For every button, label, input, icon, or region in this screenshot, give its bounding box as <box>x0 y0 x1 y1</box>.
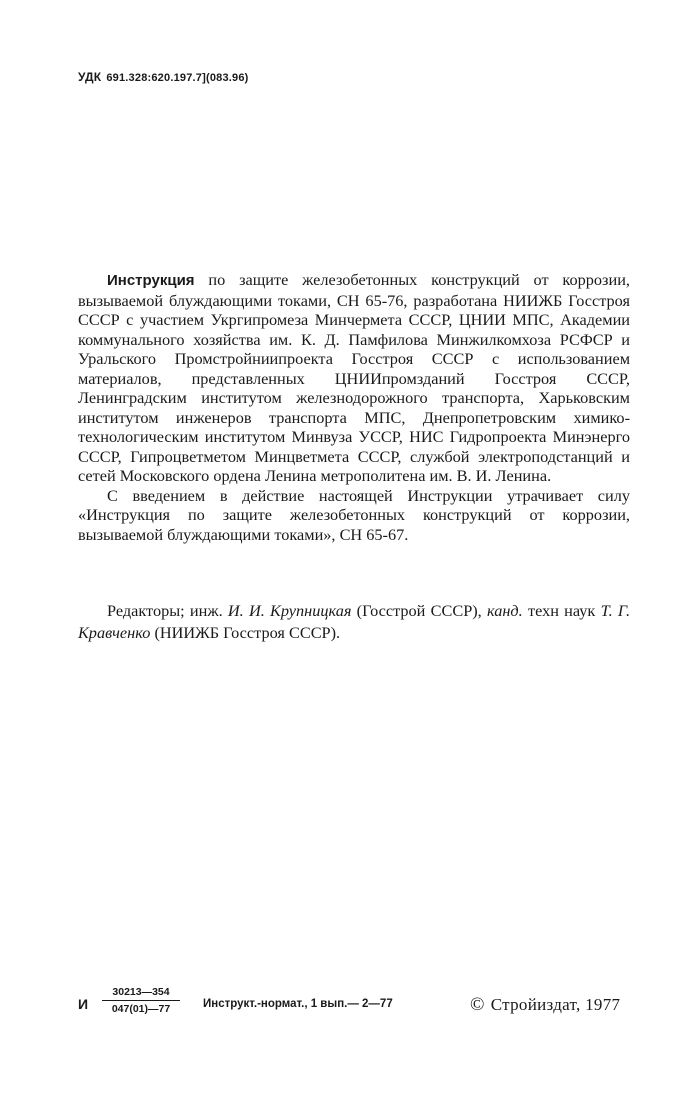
imprint-line <box>78 984 638 1024</box>
editor-2-name: Т. Г. Кравченко <box>78 601 631 642</box>
imprint-publisher-name: Стройиздат, 1977 <box>490 995 621 1014</box>
imprint-series: Инструкт.-нормат., 1 вып.— 2—77 <box>203 998 393 1010</box>
annotation-paragraph-2: С введением в действие настоящей Инструкции утрачивает силу «Инструкция по защите железобетонных конструкций от коррозии, вызываемой блуждающими токами», СН 65-67. <box>78 485 630 544</box>
udk-label: УДК <box>78 70 102 84</box>
annotation-paragraph-1-text: по защите железобетонных конструкций от коррозии, вызываемой блуждающими токами, СН 65-76, разработана НИИЖБ Госстроя СССР с участием Укргипромеза Минчермета СССР, ЦНИИ МПС, Академии коммунального хозяйства им. К. Д. Памфилова Минжилкомхоза РСФСР и Уральского Промстройниипроекта Госстроя СССР с использованием материалов, представленных ЦНИИпромзданий Госстроя СССР, Ленинградским институтом железнодорожного транспорта, Харьковским институтом инженеров транспорта МПС, Днепропетровским химико-технологическим институтом Минвуза УССР, НИС Гидропроекта Минэнерго СССР, Гипроцветметом Минцветмета СССР, службой электроподстанций и сетей Московского ордена Ленина метрополитена им. В. И. Ленина. <box>78 270 630 485</box>
imprint-publisher <box>470 994 620 1016</box>
editors-block <box>78 600 630 644</box>
imprint-letter: И <box>78 996 89 1012</box>
annotation-lead-word: Инструкция <box>107 272 195 289</box>
editor-2-degree: канд. <box>486 601 523 620</box>
annotation-paragraph-1 <box>78 270 630 486</box>
editor-2-degree-tail: техн наук <box>522 601 601 620</box>
editors-prefix: Редакторы; инж. <box>107 601 228 620</box>
udk-code: 691.328:620.197.7](083.96) <box>106 72 249 84</box>
editor-1-name: И. И. Крупницкая <box>227 601 352 620</box>
imprint-index-denominator: 047(01)—77 <box>111 1003 171 1015</box>
annotation-text <box>78 270 630 544</box>
editor-2-org: (НИИЖБ Госстроя СССР). <box>150 623 341 642</box>
editors-line <box>78 600 630 644</box>
copyright-icon: © <box>470 994 485 1015</box>
imprint-index-fraction <box>102 986 180 1015</box>
imprint-index-numerator: 30213—354 <box>102 986 180 1001</box>
udk-classification <box>78 70 249 84</box>
editor-1-org: (Госстрой СССР), <box>351 601 487 620</box>
